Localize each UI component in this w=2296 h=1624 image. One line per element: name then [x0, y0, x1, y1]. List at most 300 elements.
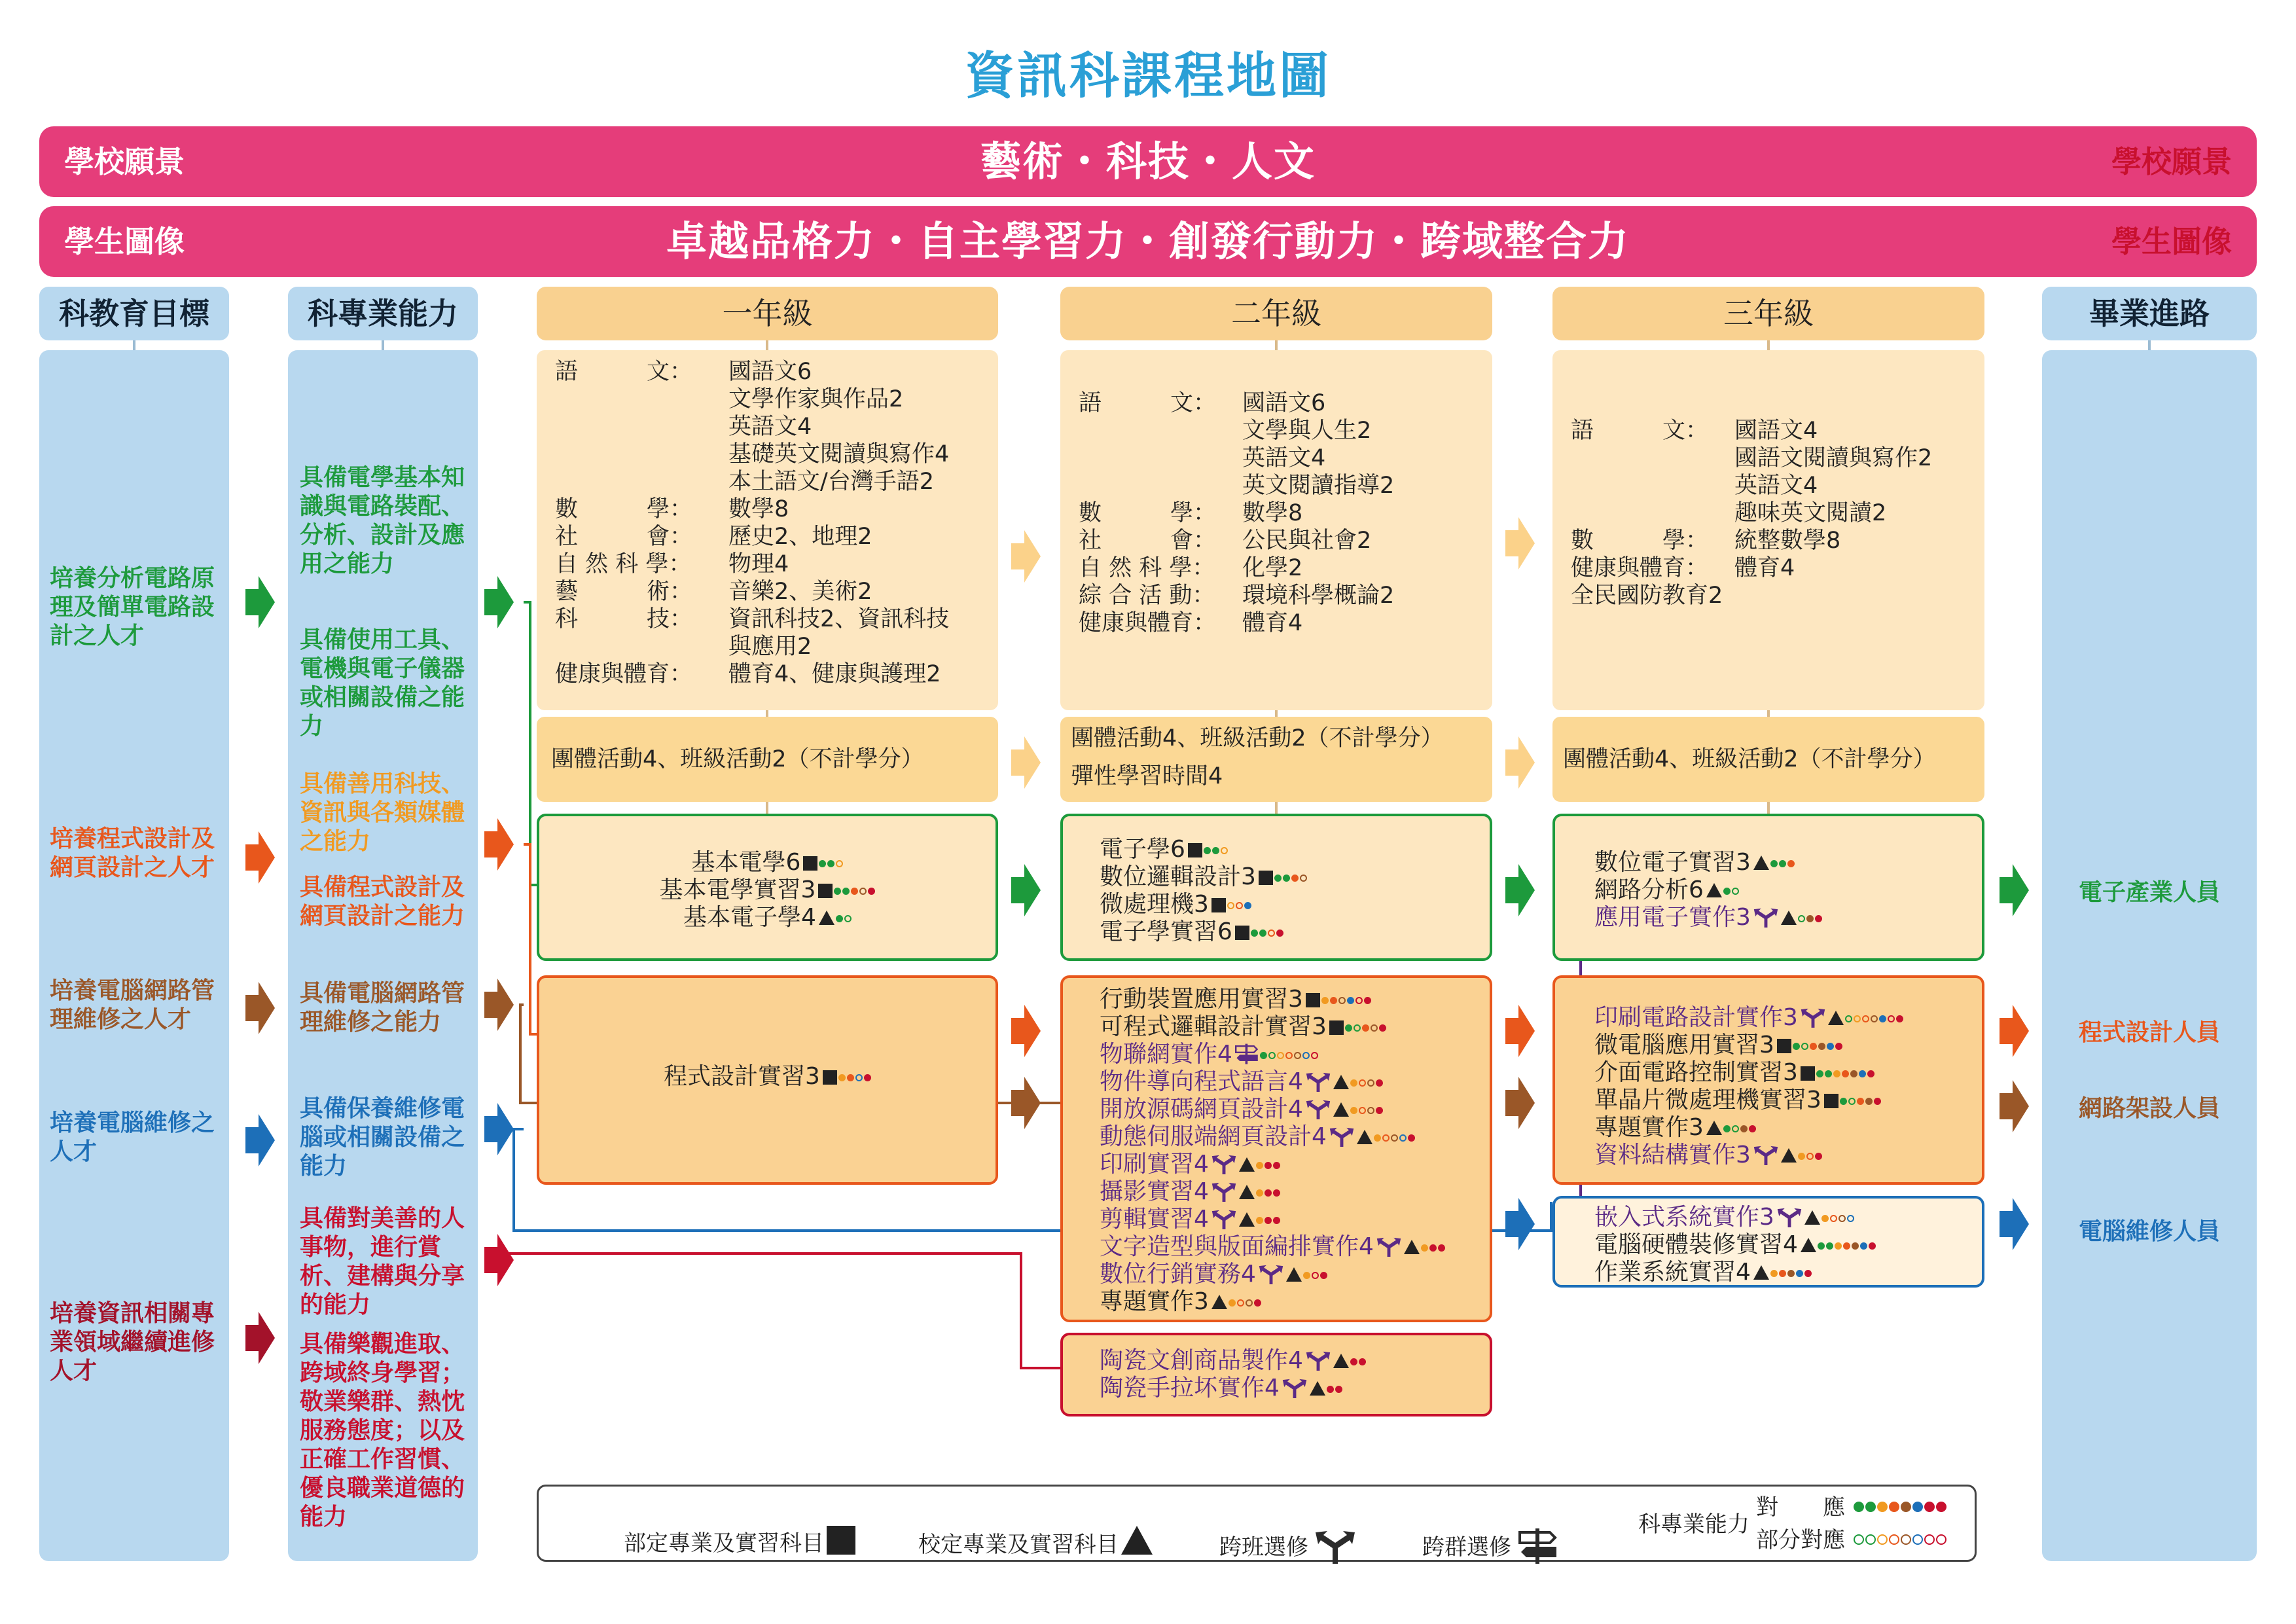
ability-dots	[1791, 1032, 1842, 1058]
course-name: 嵌入式系統實作3	[1594, 1204, 1774, 1231]
subject-area-label: 語 文：	[1571, 418, 1709, 444]
ability-dot	[1259, 929, 1266, 937]
legend-full-dot	[1936, 1502, 1946, 1512]
legend-partial-dots	[1852, 1527, 1946, 1553]
ability-dot	[1350, 1358, 1357, 1365]
legend-partial-dot	[1912, 1534, 1923, 1545]
ability-instruments: 具備使用工具、電機與電子儀器或相關設備之能力	[300, 626, 465, 740]
ability-dot	[1842, 1070, 1849, 1077]
legend-partial-row	[1756, 1527, 1946, 1553]
ability-dot	[1291, 875, 1299, 882]
ability-dots	[833, 876, 875, 903]
ability-dot	[1801, 1043, 1808, 1050]
course-name: 電子學6	[1100, 836, 1185, 863]
subject-area-label: 綜 合 活 動：	[1079, 583, 1215, 609]
ability-dot	[1265, 1189, 1272, 1197]
ability-dots	[1202, 836, 1228, 863]
subject-item: 資訊科技2、資訊科技	[728, 606, 950, 632]
ability-dot	[1429, 1244, 1437, 1252]
course-name: 作業系統實習4	[1594, 1259, 1751, 1286]
career-programmer: 程式設計人員	[2078, 1019, 2220, 1046]
ability-dots	[1769, 1259, 1812, 1286]
school-triangle-icon	[1781, 1148, 1797, 1163]
ability-dot	[1804, 1270, 1812, 1277]
school-triangle-icon	[1357, 1130, 1372, 1144]
ability-dot	[1246, 1299, 1253, 1307]
school-triangle-icon	[1753, 1265, 1769, 1280]
ministry-square-icon	[1824, 1094, 1839, 1108]
ability-dot	[1221, 847, 1228, 854]
ability-dot	[1227, 902, 1234, 909]
ability-programming: 具備程式設計及網頁設計之能力	[300, 874, 465, 929]
course-item	[1594, 1087, 1881, 1114]
legend-partial-dot	[1889, 1534, 1899, 1545]
ability-dot	[1379, 1024, 1386, 1032]
ability-dots	[1226, 891, 1251, 918]
ability-dot	[1229, 1299, 1236, 1307]
ability-dot	[1260, 1052, 1267, 1059]
ability-dot	[1421, 1244, 1428, 1252]
subject-area-label: 自 然 科 學：	[555, 551, 692, 577]
legend-full-label: 對 應	[1756, 1494, 1845, 1521]
subject-item: 體育4	[1734, 555, 1795, 581]
cross-class-icon	[1211, 1180, 1236, 1202]
ability-dot	[851, 888, 858, 895]
school-triangle-icon	[819, 911, 834, 925]
ability-dot	[1740, 1125, 1748, 1132]
course-item	[1594, 1259, 1812, 1286]
course-item	[1594, 1114, 1756, 1142]
ability-dot	[864, 1074, 871, 1081]
ability-dot	[1848, 1098, 1856, 1105]
ability-dot	[1320, 1272, 1327, 1279]
ability-dot	[1244, 902, 1251, 909]
course-item	[1594, 1059, 1874, 1087]
legend	[537, 1485, 1977, 1562]
cross-class-icon	[1259, 1262, 1283, 1284]
ability-dot	[1865, 1098, 1873, 1105]
legend-triangle-icon	[1121, 1526, 1153, 1555]
school-triangle-icon	[1828, 1011, 1844, 1025]
goal-further-study: 培養資訊相關專業領域繼續進修人才	[50, 1300, 215, 1384]
subject-item: 英語文4	[1734, 473, 1818, 499]
course-item	[1100, 1261, 1327, 1288]
ability-dot	[1265, 1217, 1272, 1224]
course-item	[1594, 849, 1795, 876]
ability-dot	[836, 860, 843, 867]
cross-class-icon	[1316, 1526, 1355, 1565]
ability-dot	[1859, 1070, 1866, 1077]
legend-partial-dot	[1865, 1534, 1876, 1545]
subject-item: 英語文4	[1242, 445, 1326, 471]
ability-dot	[1256, 1217, 1263, 1224]
ability-dots	[1820, 1204, 1854, 1231]
subject-item: 音樂2、美術2	[728, 579, 872, 605]
ability-dot	[1273, 1217, 1280, 1224]
ability-dot	[1850, 1070, 1857, 1077]
course-name: 數位邏輯設計3	[1100, 863, 1256, 890]
ability-dot	[1265, 1162, 1272, 1169]
ability-dot	[1840, 1098, 1847, 1105]
ability-dot	[1294, 1052, 1301, 1059]
ministry-square-icon	[818, 884, 833, 898]
ability-dot	[1303, 1272, 1310, 1279]
ministry-square-icon	[1777, 1039, 1791, 1053]
year2-header: 二年級	[1060, 287, 1492, 340]
ability-dot	[1854, 1015, 1861, 1022]
legend-partial-label: 部分對應	[1756, 1527, 1845, 1553]
ability-aesthetics: 具備對美善的人事物，進行賞析、建構與分享的能力	[300, 1205, 465, 1318]
year3-programming-courses	[1552, 975, 1984, 1185]
ability-dots	[1844, 1004, 1903, 1031]
legend-cross-class-label: 跨班選修	[1219, 1534, 1308, 1561]
ability-dot	[1276, 929, 1283, 937]
ability-dots	[1227, 1288, 1261, 1315]
year1-general-subjects	[537, 350, 998, 710]
ability-dots	[834, 904, 852, 931]
legend-partial-dot	[1901, 1534, 1911, 1545]
legend-square-icon	[827, 1526, 855, 1555]
course-name: 文字造型與版面編排實作4	[1100, 1233, 1374, 1260]
subject-item: 統整數學8	[1734, 528, 1841, 554]
ability-dot	[1843, 1242, 1850, 1250]
subject-item: 環境科學概論2	[1242, 583, 1395, 609]
cross-class-icon	[1753, 1143, 1778, 1165]
year1-electronics-courses	[537, 814, 998, 961]
ability-dot	[1273, 1162, 1280, 1169]
ability-dot	[1285, 1052, 1293, 1059]
cross-class-icon	[1306, 1097, 1331, 1119]
school-triangle-icon	[1333, 1354, 1349, 1368]
careers-header: 畢業進路	[2042, 287, 2257, 340]
year2-electronics-courses	[1060, 814, 1492, 961]
ability-dot	[1835, 1043, 1842, 1050]
ability-dots	[1722, 876, 1739, 903]
ability-dot	[847, 1074, 854, 1081]
course-item	[1594, 1004, 1903, 1032]
subject-item: 物理4	[728, 551, 789, 577]
ability-dot	[1330, 997, 1337, 1004]
ability-dots	[1255, 1151, 1280, 1178]
legend-full-dots	[1852, 1494, 1946, 1521]
ability-dot	[1862, 1015, 1869, 1022]
legend-cross-class	[1219, 1526, 1355, 1565]
subject-area-label: 數 學：	[1571, 528, 1709, 554]
ability-dot	[1212, 847, 1219, 854]
course-item	[1100, 1178, 1280, 1206]
ability-dot	[1723, 888, 1731, 895]
ability-dot	[1825, 1070, 1832, 1077]
legend-ministry	[624, 1526, 855, 1557]
year3-activities	[1552, 717, 1984, 802]
ability-lifelong: 具備樂觀進取、跨域終身學習；敬業樂群、熱忱服務態度；以及正確工作習慣、優良職業道德的能力	[300, 1331, 465, 1530]
ability-dot	[1796, 1270, 1803, 1277]
subject-item: 國語文4	[1734, 418, 1818, 444]
ability-dot	[859, 888, 867, 895]
course-name: 基本電學實習3	[659, 876, 816, 903]
subject-item: 國語文閱讀與寫作2	[1734, 445, 1933, 471]
legend-partial-dot	[1877, 1534, 1888, 1545]
course-item	[1100, 863, 1307, 891]
course-item	[539, 904, 996, 931]
ability-dots	[1255, 1178, 1280, 1205]
cross-class-icon	[1211, 1152, 1236, 1174]
year3-header: 三年級	[1552, 287, 1984, 340]
portrait-label-left: 學生圖像	[64, 224, 185, 259]
subject-area-label: 藝 術：	[555, 579, 693, 605]
course-item	[1594, 1142, 1822, 1169]
subject-area-label: 健康與體育：	[1079, 610, 1217, 636]
subject-item: 基礎英文閱讀與寫作4	[728, 441, 950, 467]
course-name: 專題實作3	[1594, 1114, 1704, 1141]
ability-dot	[1888, 1015, 1895, 1022]
career-electronics: 電子產業人員	[2078, 879, 2220, 906]
cross-class-icon	[1801, 1005, 1825, 1028]
year2-activities	[1060, 717, 1492, 802]
ability-dot	[1793, 1043, 1800, 1050]
course-name: 物聯網實作4	[1100, 1041, 1232, 1068]
ability-dots	[1797, 904, 1822, 931]
ability-dot	[1302, 1052, 1310, 1059]
ability-dot	[1376, 1079, 1383, 1087]
ability-dots	[1816, 1231, 1876, 1258]
ability-dot	[1787, 1270, 1795, 1277]
school-triangle-icon	[1706, 883, 1722, 897]
ability-dot	[1815, 1153, 1822, 1160]
course-name: 剪輯實習4	[1100, 1206, 1209, 1233]
ability-dots	[1259, 1041, 1318, 1068]
ability-dot	[1798, 1153, 1805, 1160]
ability-dot	[1874, 1098, 1881, 1105]
course-name: 數位電子實習3	[1594, 849, 1751, 876]
ability-dots	[1722, 1114, 1756, 1141]
course-item	[1100, 986, 1371, 1013]
school-triangle-icon	[1239, 1185, 1255, 1199]
course-name: 印刷電路設計實作3	[1594, 1004, 1798, 1031]
ability-dot	[1311, 1052, 1318, 1059]
subject-item: 英文閱讀指導2	[1242, 473, 1395, 499]
cross-class-icon	[1376, 1235, 1401, 1257]
subject-item: 與應用2	[728, 634, 812, 660]
ability-dots	[1255, 1206, 1280, 1233]
subject-area-label: 社 會：	[555, 524, 693, 550]
cross-class-icon	[1329, 1125, 1354, 1147]
year3-electronics-courses	[1552, 814, 1984, 961]
ability-dot	[1847, 1215, 1854, 1222]
ability-dot	[1815, 915, 1822, 922]
cross-class-icon	[1753, 905, 1778, 928]
legend-full-dot	[1889, 1502, 1899, 1512]
course-name: 開放源碼網頁設計4	[1100, 1096, 1303, 1123]
ability-dot	[836, 915, 843, 922]
career-network: 網路架設人員	[2078, 1095, 2220, 1122]
course-item	[1100, 1347, 1366, 1375]
ability-dot	[819, 860, 826, 867]
school-triangle-icon	[1333, 1075, 1349, 1089]
course-name: 應用電子實作3	[1594, 904, 1751, 931]
course-item	[1594, 1032, 1842, 1059]
subject-item: 公民與社會2	[1242, 528, 1372, 554]
ministry-square-icon	[803, 856, 817, 871]
ability-dot	[1810, 1043, 1817, 1050]
cross-class-icon	[1282, 1376, 1307, 1398]
ability-dot	[1806, 915, 1814, 922]
ability-dot	[1845, 1015, 1852, 1022]
ability-dot	[1364, 997, 1371, 1004]
cross-group-icon	[1518, 1526, 1558, 1565]
course-name: 陶瓷文創商品製作4	[1100, 1347, 1303, 1374]
ability-dot	[1359, 1107, 1366, 1114]
ability-dot	[1816, 1070, 1823, 1077]
school-triangle-icon	[1804, 1210, 1820, 1225]
career-repair: 電腦維修人員	[2078, 1218, 2220, 1245]
ability-dot	[827, 860, 834, 867]
goal-network: 培養電腦網路管理維修之人才	[50, 977, 215, 1033]
subject-area-label: 全民國防教育2	[1571, 583, 1723, 609]
subject-item: 數學8	[728, 496, 789, 522]
course-item	[539, 849, 996, 876]
ability-dot	[842, 888, 850, 895]
goal-repair: 培養電腦維修之人才	[50, 1110, 215, 1165]
year1-header: 一年級	[537, 287, 998, 340]
ministry-square-icon	[1801, 1066, 1815, 1081]
ability-dot	[1860, 1242, 1867, 1250]
school-triangle-icon	[1706, 1121, 1722, 1135]
cross-class-icon	[1306, 1070, 1331, 1092]
ability-dot	[1268, 1052, 1276, 1059]
ability-dot	[1359, 1079, 1366, 1087]
year1-programming-courses	[537, 975, 998, 1185]
ability-dot	[1376, 1107, 1383, 1114]
legend-school	[918, 1526, 1153, 1558]
course-name: 電腦硬體裝修實習4	[1594, 1231, 1798, 1258]
ability-dot	[1779, 1270, 1786, 1277]
subject-area-label: 社 會：	[1079, 528, 1217, 554]
subject-area-label: 語 文：	[555, 359, 693, 385]
ability-dots	[1420, 1233, 1445, 1260]
course-name: 攝影實習4	[1100, 1178, 1209, 1205]
school-triangle-icon	[1211, 1295, 1227, 1309]
course-name: 資料結構實作3	[1594, 1142, 1751, 1168]
ability-dot	[1237, 1299, 1244, 1307]
ability-dot	[1273, 1189, 1280, 1197]
cross-class-icon	[1777, 1205, 1802, 1227]
legend-ability-label: 科專業能力	[1638, 1511, 1749, 1538]
ability-dot	[1251, 929, 1258, 937]
ability-dots	[1797, 1142, 1822, 1168]
ability-dot	[1857, 1098, 1864, 1105]
course-item	[1100, 1151, 1280, 1178]
ability-dots	[1769, 849, 1795, 876]
year3-general-subjects	[1552, 350, 1984, 710]
year2-general-subjects	[1060, 350, 1492, 710]
course-name: 程式設計實習3	[664, 1063, 820, 1090]
subject-area-label: 科 技：	[555, 606, 693, 632]
course-item	[1100, 1375, 1342, 1402]
ability-dot	[1300, 875, 1307, 882]
ability-dot	[1338, 997, 1346, 1004]
subject-area-label: 數 學：	[1079, 500, 1217, 526]
page-title: 資訊科課程地圖	[965, 46, 1331, 105]
ability-dot	[1770, 1270, 1778, 1277]
subject-item: 英語文4	[728, 414, 812, 440]
course-item	[1594, 1204, 1854, 1231]
ability-dot	[1204, 847, 1211, 854]
subject-item: 化學2	[1242, 555, 1303, 581]
ability-dots	[1273, 863, 1307, 890]
subject-item: 歷史2、地理2	[728, 524, 872, 550]
ability-dots	[837, 1063, 871, 1090]
subject-item: 國語文6	[1242, 390, 1326, 416]
course-item	[1594, 876, 1739, 904]
ability-dot	[1723, 1125, 1731, 1132]
school-triangle-icon	[1753, 856, 1769, 870]
course-name: 物件導向程式語言4	[1100, 1068, 1303, 1095]
ability-dot	[1732, 888, 1739, 895]
subject-item: 國語文6	[728, 359, 812, 385]
ability-dot	[1347, 997, 1354, 1004]
ability-dot	[1350, 1079, 1357, 1087]
legend-full-row	[1756, 1494, 1946, 1521]
ability-dot	[838, 1074, 846, 1081]
school-triangle-icon	[1310, 1381, 1325, 1396]
ability-dots	[1344, 1013, 1386, 1040]
school-triangle-icon	[1801, 1238, 1816, 1252]
ability-dots	[1839, 1087, 1881, 1113]
ability-dots	[1815, 1059, 1874, 1086]
ability-dots	[1372, 1123, 1415, 1150]
ability-maintenance: 具備保養維修電腦或相關設備之能力	[300, 1095, 465, 1180]
course-item	[1100, 918, 1283, 946]
ability-dot	[1391, 1134, 1398, 1142]
ability-dot	[1355, 997, 1363, 1004]
ability-dot	[1818, 1242, 1825, 1250]
course-item	[539, 876, 996, 904]
ability-dot	[1787, 860, 1795, 867]
school-triangle-icon	[1239, 1157, 1255, 1172]
legend-full-dot	[1854, 1502, 1864, 1512]
course-name: 介面電路控制實習3	[1594, 1059, 1798, 1086]
legend-full-dot	[1865, 1502, 1876, 1512]
subject-item: 體育4、健康與護理2	[728, 661, 941, 687]
ability-dot	[1374, 1134, 1381, 1142]
ability-dot	[1399, 1134, 1407, 1142]
legend-ministry-label: 部定專業及實習科目	[624, 1530, 824, 1557]
ability-dots	[817, 849, 843, 876]
cross-class-icon	[1306, 1348, 1331, 1371]
ability-dot	[834, 888, 841, 895]
ability-media: 具備善用科技、資訊與各類媒體之能力	[300, 770, 465, 855]
legend-school-label: 校定專業及實習科目	[918, 1532, 1119, 1558]
ability-dot	[1371, 1024, 1378, 1032]
portrait-label-right: 學生圖像	[2111, 224, 2232, 259]
ability-dot	[1879, 1015, 1886, 1022]
goal-programming: 培養程式設計及網頁設計之人才	[50, 825, 215, 881]
ability-dot	[868, 888, 875, 895]
ability-dot	[1283, 875, 1290, 882]
ability-dot	[1359, 1358, 1366, 1365]
year2-programming-courses	[1060, 975, 1492, 1322]
cross-group-icon	[1235, 1042, 1259, 1064]
course-item	[1100, 1013, 1386, 1041]
ability-dots	[1302, 1261, 1327, 1288]
subject-area-label: 自 然 科 學：	[1079, 555, 1215, 581]
ability-dots	[1249, 918, 1283, 945]
goal-circuit: 培養分析電路原理及簡單電路設計之人才	[50, 565, 215, 649]
ability-dot	[1833, 1070, 1840, 1077]
ability-dot	[1350, 1107, 1357, 1114]
legend-full-dot	[1912, 1502, 1923, 1512]
